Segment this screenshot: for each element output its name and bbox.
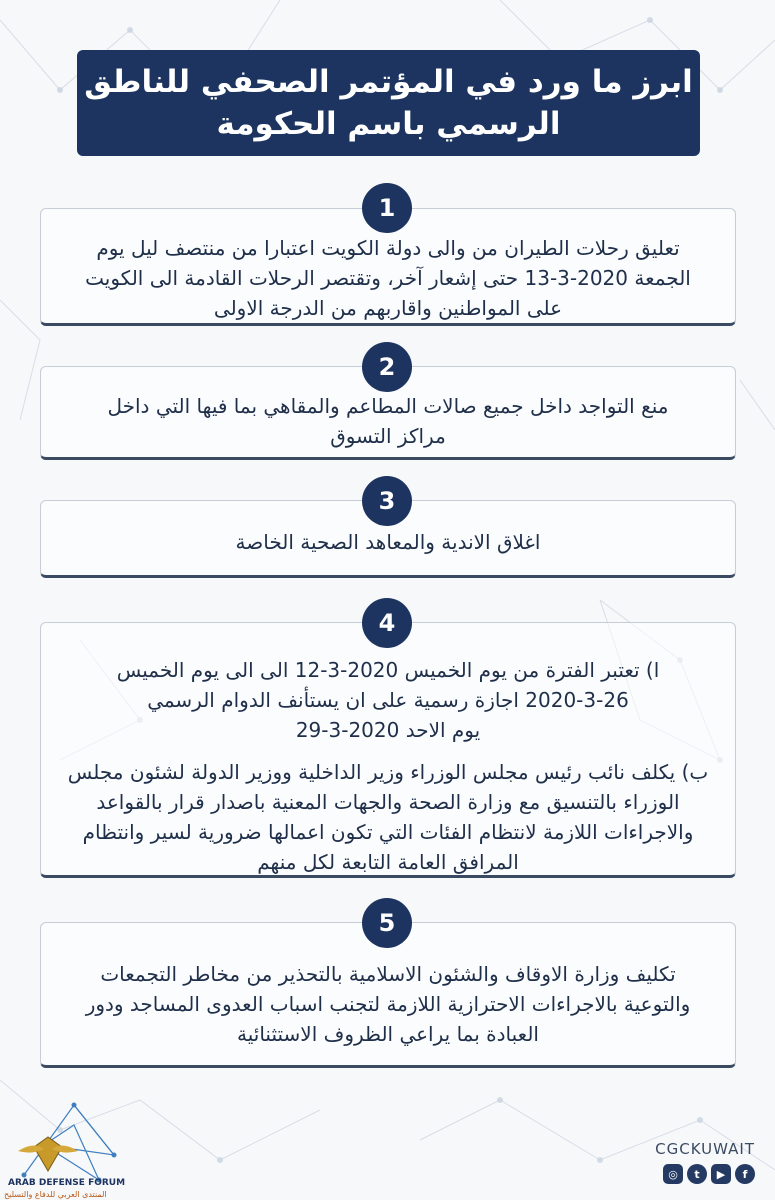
item-2-line-1: منع التواجد داخل جميع صالات المطاعم والمقاهي بما فيها التي داخل [107, 394, 669, 418]
item-1-line-2: الجمعة 2020-3-13 حتى إشعار آخر، وتقتصر الرحلات القادمة الى الكويت [85, 266, 691, 290]
social-handle: CGCKUWAIT [655, 1140, 755, 1158]
page-title-line-1: ابرز ما ورد في المؤتمر الصحفي للناطق [84, 64, 693, 100]
page-title-banner [77, 50, 700, 156]
item-number-5: 5 [362, 898, 412, 948]
item-number-3: 3 [362, 476, 412, 526]
item-4b-line-1: ب) يكلف نائب رئيس مجلس الوزراء وزير الداخلية ووزير الدولة لشئون مجلس [67, 760, 709, 784]
item-number-4: 4 [362, 598, 412, 648]
item-number-1: 1 [362, 183, 412, 233]
item-5-line-2: والتوعية بالاجراءات الاحترازية اللازمة لتجنب اسباب العدوى المساجد ودور [85, 992, 691, 1016]
instagram-icon[interactable]: ◎ [663, 1164, 683, 1184]
item-4a-line-2: 2020-3-26 اجازة رسمية على ان يستأنف الدوام الرسمي [147, 688, 629, 712]
item-3-line-1: اغلاق الاندية والمعاهد الصحية الخاصة [235, 530, 541, 554]
item-4a-line-3: يوم الاحد 2020-3-29 [295, 718, 481, 742]
item-5-line-1: تكليف وزارة الاوقاف والشئون الاسلامية بالتحذير من مخاطر التجمعات [100, 962, 676, 986]
facebook-icon[interactable]: f [735, 1164, 755, 1184]
defense-forum-emblem-icon [18, 1137, 78, 1171]
item-1-line-3: على المواطنين واقاربهم من الدرجة الاولى [213, 296, 563, 320]
item-5-line-3: العبادة بما يراعي الظروف الاستثنائية [237, 1022, 539, 1046]
item-2-line-2: مراكز التسوق [330, 424, 446, 448]
page-title-line-2: الرسمي باسم الحكومة [216, 106, 561, 142]
item-4b-line-2: الوزراء بالتنسيق مع وزارة الصحة والجهات المعنية باصدار قرار بالقواعد [96, 790, 680, 814]
item-4b-line-3: والاجراءات اللازمة لانتظام الفئات التي تكون اعمالها ضرورية لسير وانتظام [82, 820, 694, 844]
item-1-line-1: تعليق رحلات الطيران من والى دولة الكويت اعتبارا من منتصف ليل يوم [96, 236, 680, 260]
watermark-arabic: المنتدى العربي للدفاع والتسليح [4, 1190, 107, 1199]
item-4b-line-4: المرافق العامة التابعة لكل منهم [257, 850, 519, 874]
twitter-icon[interactable]: t [687, 1164, 707, 1184]
youtube-icon[interactable]: ▶ [711, 1164, 731, 1184]
social-footer [635, 1140, 755, 1184]
item-4a-line-1: ا) تعتبر الفترة من يوم الخميس 2020-3-12 الى الى يوم الخميس [116, 658, 660, 682]
watermark-english: ARAB DEFENSE FORUM [8, 1178, 126, 1188]
item-number-2: 2 [362, 342, 412, 392]
item-card-4 [40, 622, 736, 878]
social-icons-row [635, 1164, 755, 1184]
